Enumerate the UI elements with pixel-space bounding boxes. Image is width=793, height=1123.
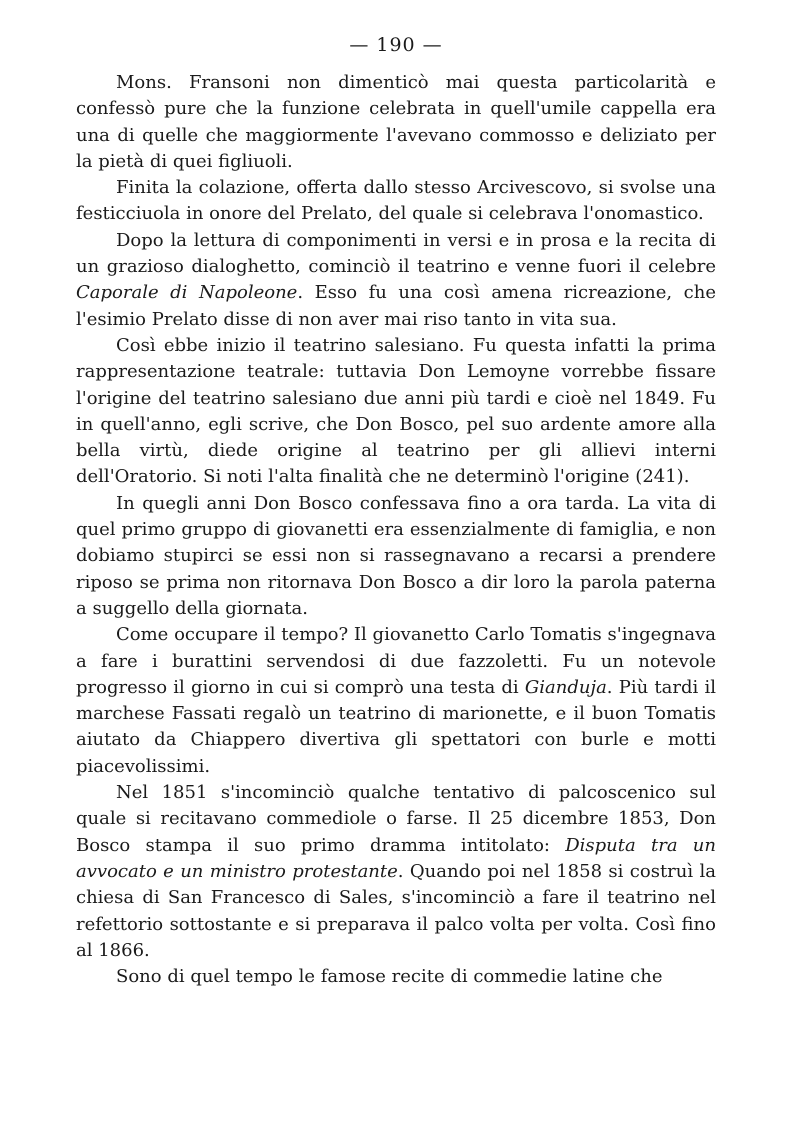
- paragraph-text: . Quando poi nel 1858 si costruì la chiesa di San Francesco di Sales, s'incominciò a fare il teatrino nel refettorio sottostante e si preparava il palco volta per volta. Così fino al 1866.: [76, 860, 716, 961]
- page-number: — 190 —: [349, 34, 443, 56]
- paragraph-3: [76, 228, 716, 333]
- document-page: [76, 30, 716, 990]
- paragraph-text: Dopo la lettura di componimenti in versi e in prosa e la recita di un grazioso dialoghetto, cominciò il teatrino e venne fuori il celebre: [76, 229, 716, 278]
- paragraph-4: [76, 333, 716, 491]
- paragraph-1: [76, 70, 716, 175]
- paragraph-6: [76, 622, 716, 780]
- paragraph-text: Così ebbe inizio il teatrino salesiano. Fu questa infatti la prima rappresentazione teatrale: tuttavia Don Lemoyne vorrebbe fissare l'origine del teatrino salesiano due anni più tardi e cioè nel 1849. Fu in quell'anno, egli scrive, che Don Bosco, pel suo ardente amore alla bella virtù, diede origine al teatrino per gli allievi interni dell'Oratorio. Si noti l'alta finalità che ne determinò l'origine (241).: [76, 334, 716, 488]
- paragraph-2: [76, 175, 716, 228]
- paragraph-text: Finita la colazione, offerta dallo stesso Arcivescovo, si svolse una festicciuola in onore del Prelato, del quale si celebrava l'onomastico.: [76, 177, 716, 225]
- paragraph-text: Come occupare il tempo? Il giovanetto Carlo Tomatis s'ingegnava a fare i burattini servendosi di due fazzoletti. Fu un notevole progresso il giorno in cui si comprò una testa di: [76, 624, 716, 698]
- paragraph-text: Nel 1851 s'incominciò qualche tentativo di palcoscenico sul quale si recitavano commediole o farse. Il 25 dicembre 1853, Don Bosco stampa il suo primo dramma intitolato:: [76, 782, 716, 856]
- paragraph-text: Mons. Fransoni non dimenticò mai questa particolarità e confessò pure che la funzione celebrata in quell'umile cappella era una di quelle che maggiormente l'avevano commosso e deliziato per la pietà di quei figliuoli.: [76, 72, 716, 172]
- paragraph-8: [76, 964, 716, 990]
- paragraph-7: [76, 780, 716, 964]
- paragraph-5: [76, 491, 716, 622]
- paragraph-text: . Più tardi il marchese Fassati regalò un teatrino di marionette, e il buon Tomatis aiutato da Chiappero divertiva gli spettatori con burle e motti piacevolissimi.: [76, 676, 716, 777]
- italic-title-caporale: Caporale di Napoleone: [76, 282, 298, 304]
- italic-drama-title: Disputa tra un avvocato e un ministro protestante: [76, 834, 716, 882]
- paragraph-text: Sono di quel tempo le famose recite di commedie latine che: [116, 966, 663, 988]
- paragraph-text: . Esso fu una così amena ricreazione, che l'esimio Prelato disse di non aver mai riso tanto in vita sua.: [76, 282, 716, 330]
- italic-gianduja: Gianduja: [524, 676, 607, 698]
- paragraph-text: In quegli anni Don Bosco confessava fino a ora tarda. La vita di quel primo gruppo di giovanetti era essenzialmente di famiglia, e non dobiamo stupirci se essi non si rassegnavano a recarsi a prendere riposo se prima non ritornava Don Bosco a dir loro la parola paterna a suggello della giornata.: [76, 492, 716, 619]
